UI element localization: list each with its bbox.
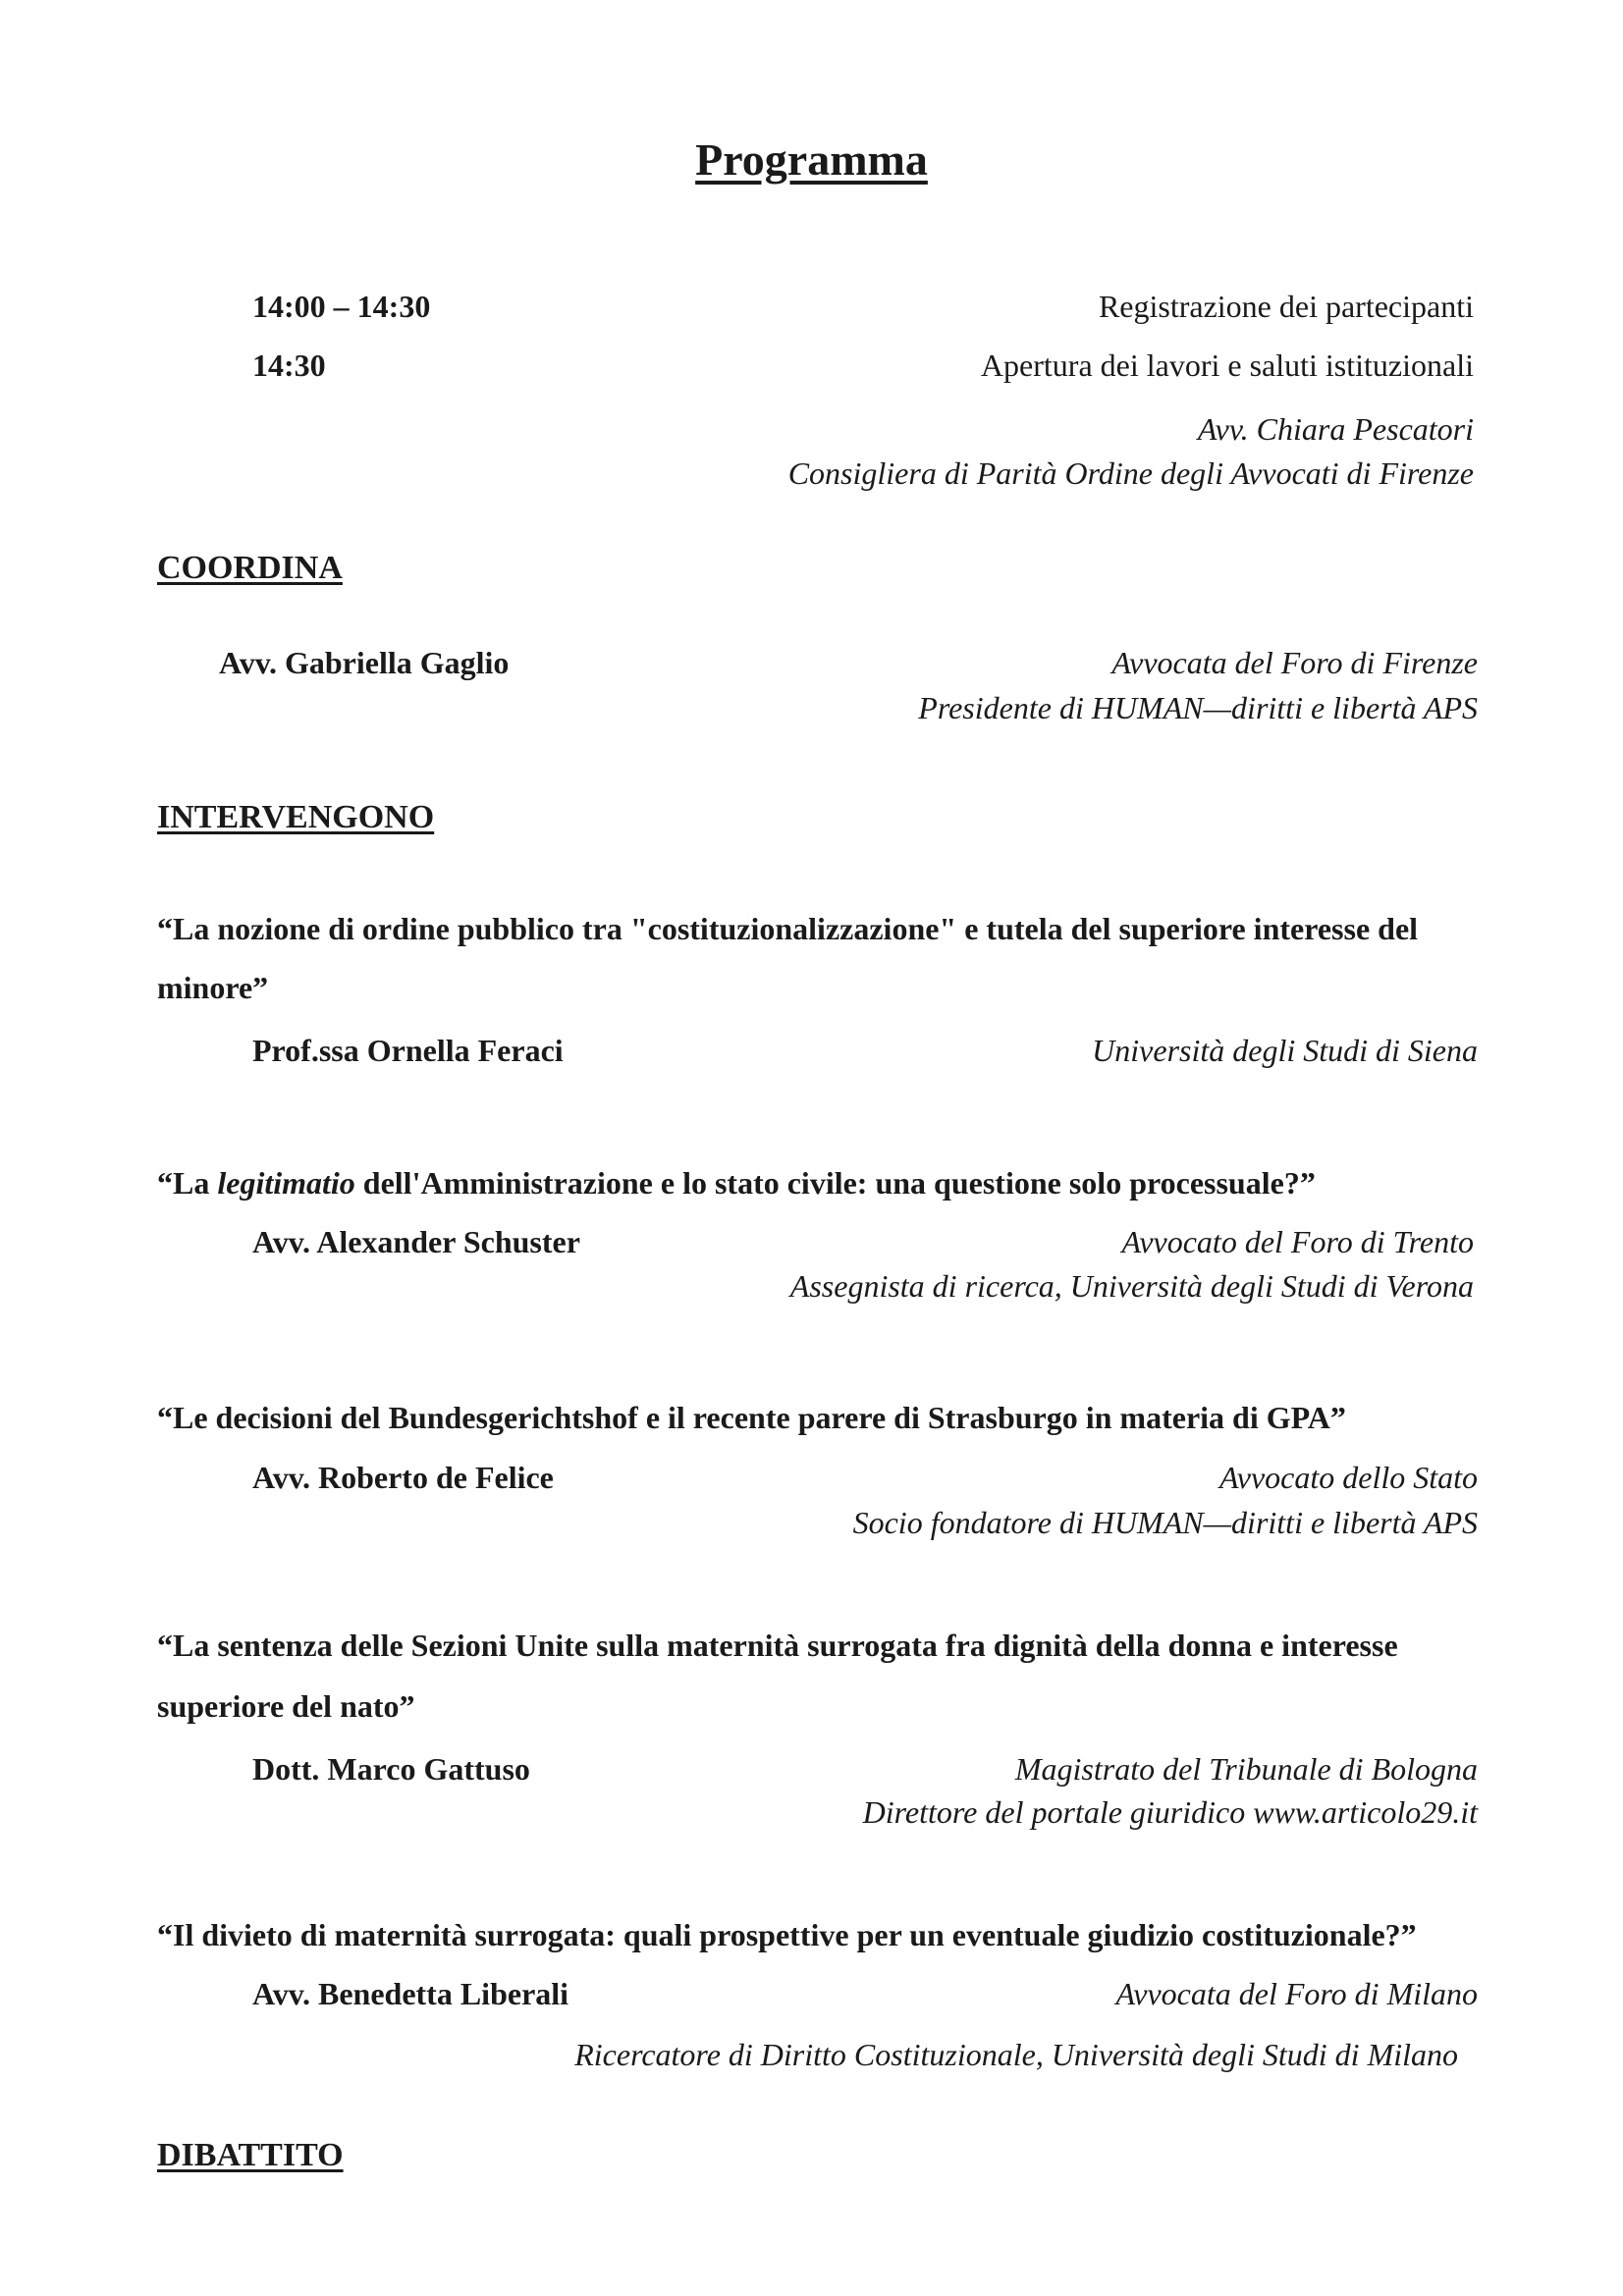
talk-speaker-4: Dott. Marco Gattuso [252, 1751, 530, 1787]
talk-affiliation-3-1: Avvocato dello Stato [1218, 1460, 1478, 1495]
coordinator-role-2: Presidente di HUMAN—diritti e libertà APS [918, 690, 1478, 725]
schedule-activity-2: Apertura dei lavori e saluti istituzionali [980, 347, 1474, 383]
schedule-activity-1: Registrazione dei partecipanti [1098, 289, 1474, 324]
coordinator-role-1: Avvocata del Foro di Firenze [1111, 645, 1478, 680]
talk-speaker-5: Avv. Benedetta Liberali [252, 1976, 569, 2011]
schedule-time-2: 14:30 [252, 347, 326, 383]
coordinator-name: Avv. Gabriella Gaglio [219, 645, 510, 680]
talk-speaker-2: Avv. Alexander Schuster [252, 1224, 580, 1259]
talk-title-1-line-1: “La nozione di ordine pubblico tra "costituzionalizzazione" e tutela del superiore interesse del [157, 911, 1419, 946]
talk-affiliation-2-1: Avvocato del Foro di Trento [1121, 1224, 1474, 1259]
talk-speaker-1: Prof.ssa Ornella Feraci [252, 1033, 564, 1068]
talk-affiliation-3-2: Socio fondatore di HUMAN—diritti e libertà APS [852, 1505, 1478, 1540]
talk-title-2-emphasis: legitimatio [217, 1165, 355, 1201]
section-heading-coordina: COORDINA [157, 550, 343, 586]
page-title: Programma [695, 134, 928, 185]
talk-title-4-line-1: “La sentenza delle Sezioni Unite sulla maternità surrogata fra dignità della donna e interesse [157, 1628, 1398, 1663]
talk-affiliation-4-2: Direttore del portale giuridico www.articolo29.it [862, 1794, 1478, 1830]
schedule-speaker-role: Consigliera di Parità Ordine degli Avvocati di Firenze [787, 455, 1474, 491]
section-heading-intervengono: INTERVENGONO [157, 799, 435, 835]
talk-title-4-line-2: superiore del nato” [157, 1688, 415, 1724]
talk-title-5: “Il divieto di maternità surrogata: quali prospettive per un eventuale giudizio costituzionale?” [157, 1917, 1417, 1952]
talk-affiliation-5-1: Avvocata del Foro di Milano [1115, 1976, 1478, 2011]
talk-speaker-3: Avv. Roberto de Felice [252, 1460, 554, 1495]
schedule-speaker: Avv. Chiara Pescatori [1197, 411, 1474, 447]
talk-title-1-line-2: minore” [157, 970, 269, 1005]
schedule-time-1: 14:00 – 14:30 [252, 289, 431, 324]
talk-affiliation-4-1: Magistrato del Tribunale di Bologna [1014, 1751, 1478, 1787]
section-heading-dibattito: DIBATTITO [157, 2137, 344, 2173]
talk-affiliation-5-2: Ricercatore di Diritto Costituzionale, Università degli Studi di Milano [574, 2037, 1458, 2072]
talk-affiliation-1: Università degli Studi di Siena [1092, 1033, 1478, 1068]
talk-title-2: “La legitimatio dell'Amministrazione e lo stato civile: una questione solo processuale?” [157, 1165, 1316, 1201]
talk-title-3: “Le decisioni del Bundesgerichtshof e il recente parere di Strasburgo in materia di GPA” [157, 1400, 1346, 1435]
talk-affiliation-2-2: Assegnista di ricerca, Università degli Studi di Verona [789, 1268, 1474, 1304]
